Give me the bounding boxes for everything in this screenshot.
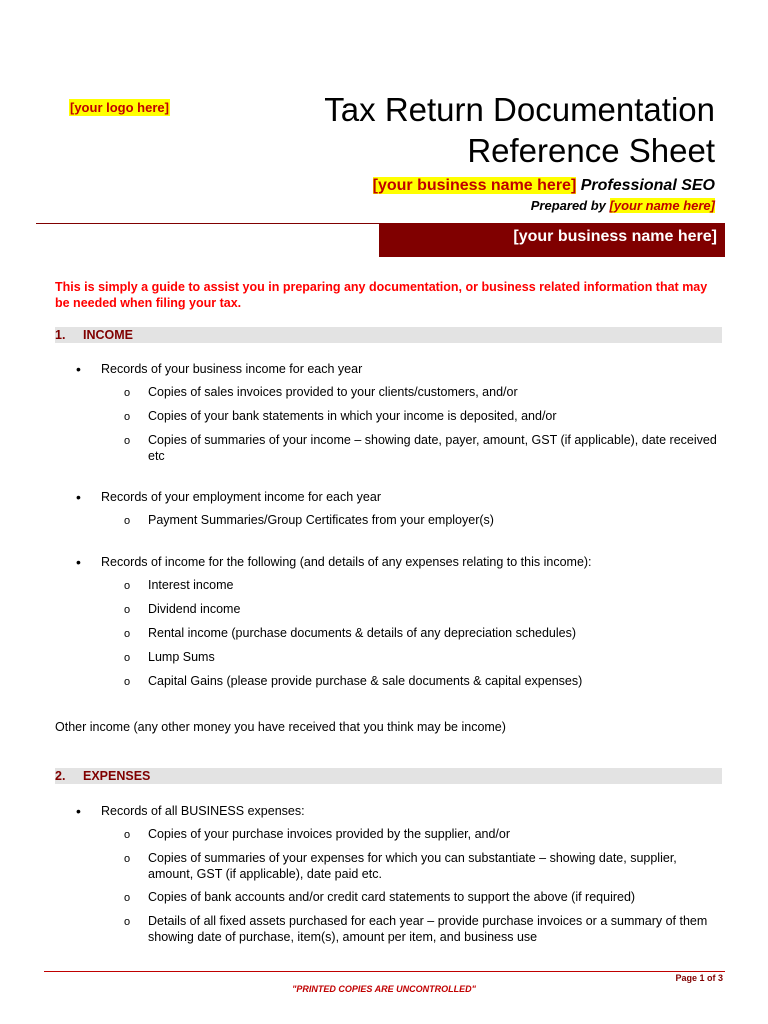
other-income-text: Other income (any other money you have received that you think may be income) [55,720,506,734]
list-item: Records of all BUSINESS expenses: [101,804,305,818]
header-rule [36,223,379,224]
section-number: 2. [55,769,66,783]
intro-text: This is simply a guide to assist you in preparing any documentation, or business related information that may be needed when filing your tax. [55,280,708,310]
list-item: Copies of summaries of your income – showing date, payer, amount, GST (if applicable), date received etc [148,433,717,463]
page-title [324,89,715,171]
sub-bullet-marker: o [124,829,131,841]
sub-bullet-marker: o [124,916,131,928]
footer-notice: "PRINTED COPIES ARE UNCONTROLLED" [292,984,476,994]
sub-bullet-marker: o [124,580,131,592]
list-item: Copies of summaries of your expenses for which you can substantiate – showing date, supplier, amount, GST (if applicable), date paid etc. [148,851,677,881]
list-item: Interest income [148,578,234,592]
business-banner: [your business name here] [379,223,725,257]
sub-bullet-marker: o [124,676,131,688]
list-item: Capital Gains (please provide purchase & sale documents & capital expenses) [148,674,583,688]
list-item: Copies of your bank statements in which your income is deposited, and/or [148,409,557,423]
sub-bullet-marker: o [124,853,131,865]
list-item: Records of income for the following (and details of any expenses relating to this income): [101,555,592,569]
sub-bullet-marker: o [124,652,131,664]
bullet-marker: • [76,361,81,377]
section-heading-income [55,327,722,343]
prepared-by [531,197,715,214]
sub-bullet-marker: o [124,892,131,904]
sub-bullet-marker: o [124,411,131,423]
logo-placeholder: [your logo here] [70,100,169,115]
list-item: Rental income (purchase documents & details of any depreciation schedules) [148,626,577,640]
list-item: Dividend income [148,602,241,616]
list-item: Copies of bank accounts and/or credit card statements to support the above (if required) [148,890,636,904]
bullet-marker: • [76,554,81,570]
list-item: Copies of your purchase invoices provided by the supplier, and/or [148,827,511,841]
sub-bullet-marker: o [124,604,131,616]
section-title: INCOME [83,328,133,342]
title-line-1: Tax Return Documentation [324,91,715,128]
list-item: Records of your business income for each year [101,362,363,376]
sub-bullet-marker: o [124,387,131,399]
bullet-marker: • [76,489,81,505]
list-item: Payment Summaries/Group Certificates from your employer(s) [148,513,494,527]
page-number: Page 1 of 3 [675,973,723,983]
prepared-label: Prepared by [530,198,610,213]
sub-bullet-marker: o [124,435,131,447]
footer-rule [44,971,725,972]
business-suffix: Professional SEO [576,177,715,194]
bullet-marker: • [76,803,81,819]
business-name-placeholder: [your business name here] [372,177,577,194]
list-item: Lump Sums [148,650,215,664]
sub-bullet-marker: o [124,515,131,527]
section-number: 1. [55,328,66,342]
prepared-name-placeholder: [your name here] [609,198,715,213]
title-line-2: Reference Sheet [467,132,715,169]
sub-bullet-marker: o [124,628,131,640]
list-item: Copies of sales invoices provided to your clients/customers, and/or [148,385,518,399]
section-title: EXPENSES [83,769,151,783]
list-item: Details of all fixed assets purchased for each year – provide purchase invoices or a summary of them showing date of purchase, item(s), amount per item, and business use [148,914,708,944]
business-line [373,176,715,196]
section-heading-expenses [55,768,722,784]
list-item: Records of your employment income for each year [101,490,381,504]
